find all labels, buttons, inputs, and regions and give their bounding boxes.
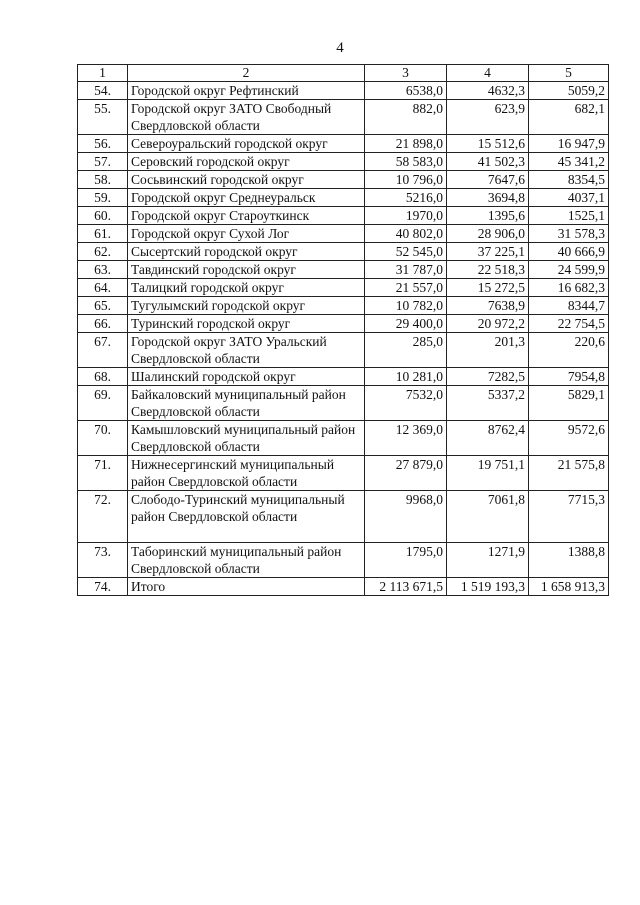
municipality-name-cell: Серовский городской округ	[128, 153, 365, 171]
table-row	[78, 135, 609, 153]
municipality-name-cell: Нижнесергинский муниципальный район Свердловской области	[128, 456, 365, 491]
column-3-value-cell: 10 281,0	[365, 368, 447, 386]
row-number-cell: 65.	[78, 297, 128, 315]
table-row	[78, 368, 609, 386]
column-3-value-cell: 2 113 671,5	[365, 578, 447, 596]
row-number-cell: 67.	[78, 333, 128, 368]
column-5-value-cell: 16 947,9	[529, 135, 609, 153]
table-row	[78, 578, 609, 596]
table-row	[78, 386, 609, 421]
header-col-4: 4	[447, 65, 529, 82]
row-number-cell: 58.	[78, 171, 128, 189]
column-4-value-cell: 20 972,2	[447, 315, 529, 333]
column-4-value-cell: 15 512,6	[447, 135, 529, 153]
budget-table	[77, 64, 609, 596]
column-3-value-cell: 7532,0	[365, 386, 447, 421]
table-row	[78, 207, 609, 225]
municipality-name-cell: Таборинский муниципальный район Свердловской области	[128, 543, 365, 578]
row-number-cell: 59.	[78, 189, 128, 207]
table-row	[78, 297, 609, 315]
column-3-value-cell: 10 796,0	[365, 171, 447, 189]
column-3-value-cell: 1795,0	[365, 543, 447, 578]
column-5-value-cell: 40 666,9	[529, 243, 609, 261]
page-number: 4	[336, 40, 344, 56]
column-5-value-cell: 1 658 913,3	[529, 578, 609, 596]
column-5-value-cell: 7954,8	[529, 368, 609, 386]
column-4-value-cell: 1 519 193,3	[447, 578, 529, 596]
row-number-cell: 72.	[78, 491, 128, 543]
table-row	[78, 543, 609, 578]
table-row	[78, 279, 609, 297]
column-5-value-cell: 5059,2	[529, 82, 609, 100]
column-5-value-cell: 8344,7	[529, 297, 609, 315]
column-4-value-cell: 3694,8	[447, 189, 529, 207]
column-5-value-cell: 8354,5	[529, 171, 609, 189]
municipality-name-cell: Талицкий городской округ	[128, 279, 365, 297]
column-5-value-cell: 4037,1	[529, 189, 609, 207]
column-3-value-cell: 882,0	[365, 100, 447, 135]
table-row	[78, 100, 609, 135]
municipality-name-cell: Городской округ Староуткинск	[128, 207, 365, 225]
row-number-cell: 71.	[78, 456, 128, 491]
column-5-value-cell: 682,1	[529, 100, 609, 135]
column-4-value-cell: 8762,4	[447, 421, 529, 456]
column-5-value-cell: 9572,6	[529, 421, 609, 456]
municipality-name-cell: Итого	[128, 578, 365, 596]
row-number-cell: 69.	[78, 386, 128, 421]
column-3-value-cell: 40 802,0	[365, 225, 447, 243]
column-4-value-cell: 41 502,3	[447, 153, 529, 171]
municipality-name-cell: Слободо-Туринский муниципальный район Свердловской области	[128, 491, 365, 543]
column-3-value-cell: 31 787,0	[365, 261, 447, 279]
header-col-5: 5	[529, 65, 609, 82]
row-number-cell: 70.	[78, 421, 128, 456]
column-3-value-cell: 52 545,0	[365, 243, 447, 261]
row-number-cell: 55.	[78, 100, 128, 135]
column-4-value-cell: 22 518,3	[447, 261, 529, 279]
municipality-name-cell: Городской округ Среднеуральск	[128, 189, 365, 207]
row-number-cell: 63.	[78, 261, 128, 279]
column-3-value-cell: 285,0	[365, 333, 447, 368]
table-row	[78, 171, 609, 189]
municipality-name-cell: Городской округ ЗАТО Свободный Свердловской области	[128, 100, 365, 135]
column-5-value-cell: 31 578,3	[529, 225, 609, 243]
column-4-value-cell: 7647,6	[447, 171, 529, 189]
row-number-cell: 60.	[78, 207, 128, 225]
table-row	[78, 243, 609, 261]
row-number-cell: 54.	[78, 82, 128, 100]
table-row	[78, 261, 609, 279]
row-number-cell: 57.	[78, 153, 128, 171]
municipality-name-cell: Североуральский городской округ	[128, 135, 365, 153]
column-4-value-cell: 1395,6	[447, 207, 529, 225]
header-col-3: 3	[365, 65, 447, 82]
column-5-value-cell: 7715,3	[529, 491, 609, 543]
row-number-cell: 61.	[78, 225, 128, 243]
municipality-name-cell: Городской округ ЗАТО Уральский Свердловской области	[128, 333, 365, 368]
table-row	[78, 333, 609, 368]
municipality-name-cell: Городской округ Рефтинский	[128, 82, 365, 100]
column-3-value-cell: 58 583,0	[365, 153, 447, 171]
column-5-value-cell: 16 682,3	[529, 279, 609, 297]
municipality-name-cell: Сысертский городской округ	[128, 243, 365, 261]
column-3-value-cell: 21 557,0	[365, 279, 447, 297]
column-4-value-cell: 28 906,0	[447, 225, 529, 243]
column-4-value-cell: 5337,2	[447, 386, 529, 421]
column-5-value-cell: 24 599,9	[529, 261, 609, 279]
table-row	[78, 153, 609, 171]
column-5-value-cell: 45 341,2	[529, 153, 609, 171]
municipality-name-cell: Байкаловский муниципальный район Свердловской области	[128, 386, 365, 421]
column-4-value-cell: 4632,3	[447, 82, 529, 100]
row-number-cell: 66.	[78, 315, 128, 333]
column-3-value-cell: 29 400,0	[365, 315, 447, 333]
table-row	[78, 189, 609, 207]
row-number-cell: 74.	[78, 578, 128, 596]
column-4-value-cell: 623,9	[447, 100, 529, 135]
column-5-value-cell: 22 754,5	[529, 315, 609, 333]
municipality-name-cell: Камышловский муниципальный район Свердловской области	[128, 421, 365, 456]
column-5-value-cell: 21 575,8	[529, 456, 609, 491]
column-4-value-cell: 37 225,1	[447, 243, 529, 261]
column-3-value-cell: 21 898,0	[365, 135, 447, 153]
column-3-value-cell: 10 782,0	[365, 297, 447, 315]
header-col-2: 2	[128, 65, 365, 82]
column-3-value-cell: 1970,0	[365, 207, 447, 225]
row-number-cell: 62.	[78, 243, 128, 261]
header-row	[78, 65, 609, 82]
column-5-value-cell: 220,6	[529, 333, 609, 368]
column-4-value-cell: 7061,8	[447, 491, 529, 543]
municipality-name-cell: Тавдинский городской округ	[128, 261, 365, 279]
row-number-cell: 56.	[78, 135, 128, 153]
column-5-value-cell: 1388,8	[529, 543, 609, 578]
municipality-name-cell: Сосьвинский городской округ	[128, 171, 365, 189]
municipality-name-cell: Туринский городской округ	[128, 315, 365, 333]
column-5-value-cell: 1525,1	[529, 207, 609, 225]
table-header	[78, 65, 609, 82]
column-3-value-cell: 9968,0	[365, 491, 447, 543]
column-4-value-cell: 7638,9	[447, 297, 529, 315]
table-row	[78, 421, 609, 456]
table-row	[78, 456, 609, 491]
municipality-name-cell: Шалинский городской округ	[128, 368, 365, 386]
column-4-value-cell: 15 272,5	[447, 279, 529, 297]
row-number-cell: 73.	[78, 543, 128, 578]
table-row	[78, 315, 609, 333]
table-row	[78, 225, 609, 243]
column-3-value-cell: 27 879,0	[365, 456, 447, 491]
header-col-1: 1	[78, 65, 128, 82]
row-number-cell: 68.	[78, 368, 128, 386]
column-5-value-cell: 5829,1	[529, 386, 609, 421]
column-4-value-cell: 1271,9	[447, 543, 529, 578]
column-3-value-cell: 12 369,0	[365, 421, 447, 456]
table-row	[78, 82, 609, 100]
column-4-value-cell: 19 751,1	[447, 456, 529, 491]
table-body	[78, 82, 609, 596]
column-3-value-cell: 5216,0	[365, 189, 447, 207]
table-row	[78, 491, 609, 543]
column-4-value-cell: 201,3	[447, 333, 529, 368]
column-3-value-cell: 6538,0	[365, 82, 447, 100]
municipality-name-cell: Городской округ Сухой Лог	[128, 225, 365, 243]
column-4-value-cell: 7282,5	[447, 368, 529, 386]
row-number-cell: 64.	[78, 279, 128, 297]
municipality-name-cell: Тугулымский городской округ	[128, 297, 365, 315]
